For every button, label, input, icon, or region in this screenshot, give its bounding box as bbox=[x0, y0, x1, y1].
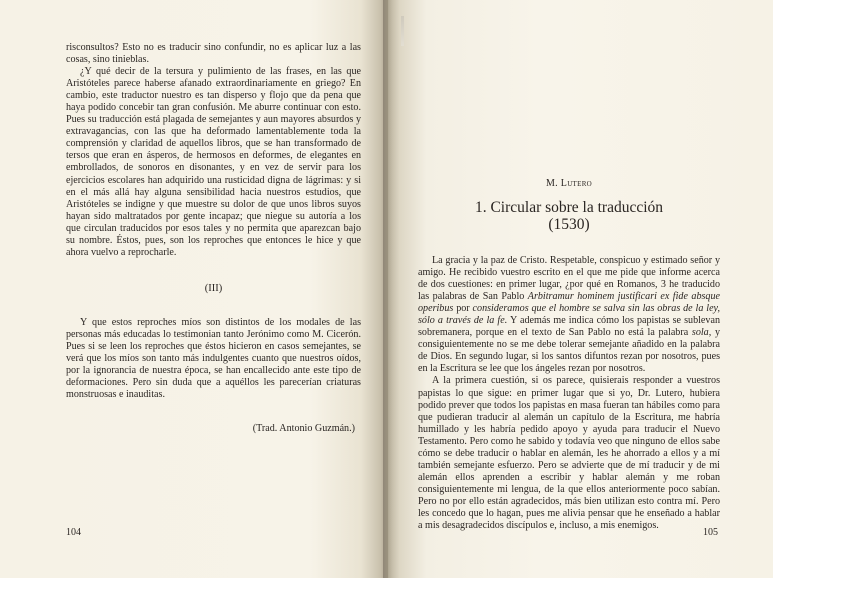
right-page-body bbox=[418, 255, 720, 532]
page-mark bbox=[401, 16, 404, 46]
page-number-left: 104 bbox=[66, 527, 81, 538]
paragraph: Y que estos reproches míos son distintos de los modales de las personas más educadas lo testimonian tanto Jerónimo como M. Cicerón. Pues si se leen los reproches que éstos hicieron en casos semejantes, se verá que los míos son tanto más indulgentes cuanto que nuestros oídos, por la ignorancia de nuestra época, se han encallecido ante este tipo de deformaciones. Pero sin duda que a aquéllos les parecerían criaturas monstruosas e inauditas. bbox=[66, 316, 361, 401]
paragraph: A la primera cuestión, si os parece, quisierais responder a vuestros papistas lo que sigue: en primer lugar que si yo, Dr. Lutero, hubiera podido prever que todos los papistas en masa fueran tan hábiles como para que pudieran traducir al alemán un capítulo de la Escritura, me habría humillado y les habría pedido apoyo y ayuda para traducir el Nuevo Testamento. Pero como he sabido y todavía veo que ninguno de ellos sabe cómo se debe traducir o hablar en alemán, les he ahorrado a ellos y a mí también semejante esfuerzo. Pero se advierte que de mí traducir y de mi alemán ellos aprenden a escribir y hablar alemán y me roban consiguientemente mi lengua, de la que ellos anteriormente poco sabían. Pero no por ello están agradecidos, más bien utilizan esto contra mí. Pero les concedo que lo hagan, pues me alivia pensar que he enseñado a hablar a mis desagradecidos discípulos e, incluso, a mis enemigos. bbox=[418, 375, 720, 532]
text-run: Y además me indica cómo los papistas se sublevan sobremanera, porque en el texto de San Pablo no está la palabra bbox=[418, 315, 720, 339]
paragraph: ¿Y qué decir de la tersura y pulimiento de las frases, en las que Aristóteles parece haberse afanado extraordinariamente en griego? En cambio, este traductor nuestro es tan disperso y flojo que da pena que haya podido concebir tan gran confusión. Me aburre continuar con esto. Pues su traducción está plagada de semejantes y aun mayores absurdos y extravagancias, con las que ha deformado lamentablemente toda la comprensión y claridad de aquellos libros, que se han transformado de tersos que eran en ásperos, de hermosos en deformes, de elegantes en embrollados, de sonoros en disonantes, y en vez de servir para los ejercicios escolares han adquirido una rusticidad digna de lágrimas: y si en el más allá hay alguna sensibilidad hacia nuestros estudios, que Aristóteles se indigne y que muestre su dolor de que unos libros suyos hayan sido maltratados por gente incapaz; que niegue su autoría a los que circulan traducidos por esos tales y no permita que aparezcan bajo su nombre. Éstos, pues, son los reproches que entonces le hice y que ahora vuelvo a reprocharle. bbox=[66, 66, 361, 258]
paragraph bbox=[418, 255, 720, 375]
paragraph: risconsultos? Esto no es traducir sino confundir, no es aplicar luz a las cosas, sino tinieblas. bbox=[66, 42, 361, 66]
text-run: La gracia y la paz de Cristo. Respetable, conspicuo y estimado señor y amigo. He recibido vuestro escrito en el que me pide que informe acerca de dos cuestiones: en primer lugar, ¿por qué en Romanos, 3 he traducido las palabras de San Pablo bbox=[418, 255, 720, 303]
page-number-right: 105 bbox=[703, 527, 718, 538]
chapter-title: 1. Circular sobre la traducción bbox=[474, 199, 664, 216]
translator-credit: (Trad. Antonio Guzmán.) bbox=[252, 423, 355, 435]
latin-quote: Arbitramur hominem justificari ex fide absque operibus bbox=[418, 291, 720, 315]
text-run: por bbox=[453, 303, 473, 315]
text-run: y consiguientemente no se me debe tolerar semejante añadido en la palabra de Dios. En segundo lugar, si los santos difuntos rezan por nosotros, pues en la Escritura se lee que los ángeles rezan por nosotros. bbox=[418, 327, 720, 375]
scan-margin bbox=[773, 0, 848, 599]
section-heading: (III) bbox=[204, 282, 223, 294]
book-gutter bbox=[383, 0, 393, 578]
left-page-text bbox=[66, 42, 361, 435]
author-line bbox=[418, 178, 720, 189]
author-name: Lutero bbox=[560, 178, 593, 189]
chapter-year: (1530) bbox=[548, 216, 590, 233]
spanish-quote: consideramos que el hombre se salva sin las obras de la ley, sólo a través de la fe. bbox=[418, 303, 720, 327]
author-initial: M. bbox=[545, 178, 558, 189]
right-page-text bbox=[418, 178, 720, 532]
sola-word: sola, bbox=[691, 327, 712, 339]
left-page bbox=[0, 0, 388, 578]
